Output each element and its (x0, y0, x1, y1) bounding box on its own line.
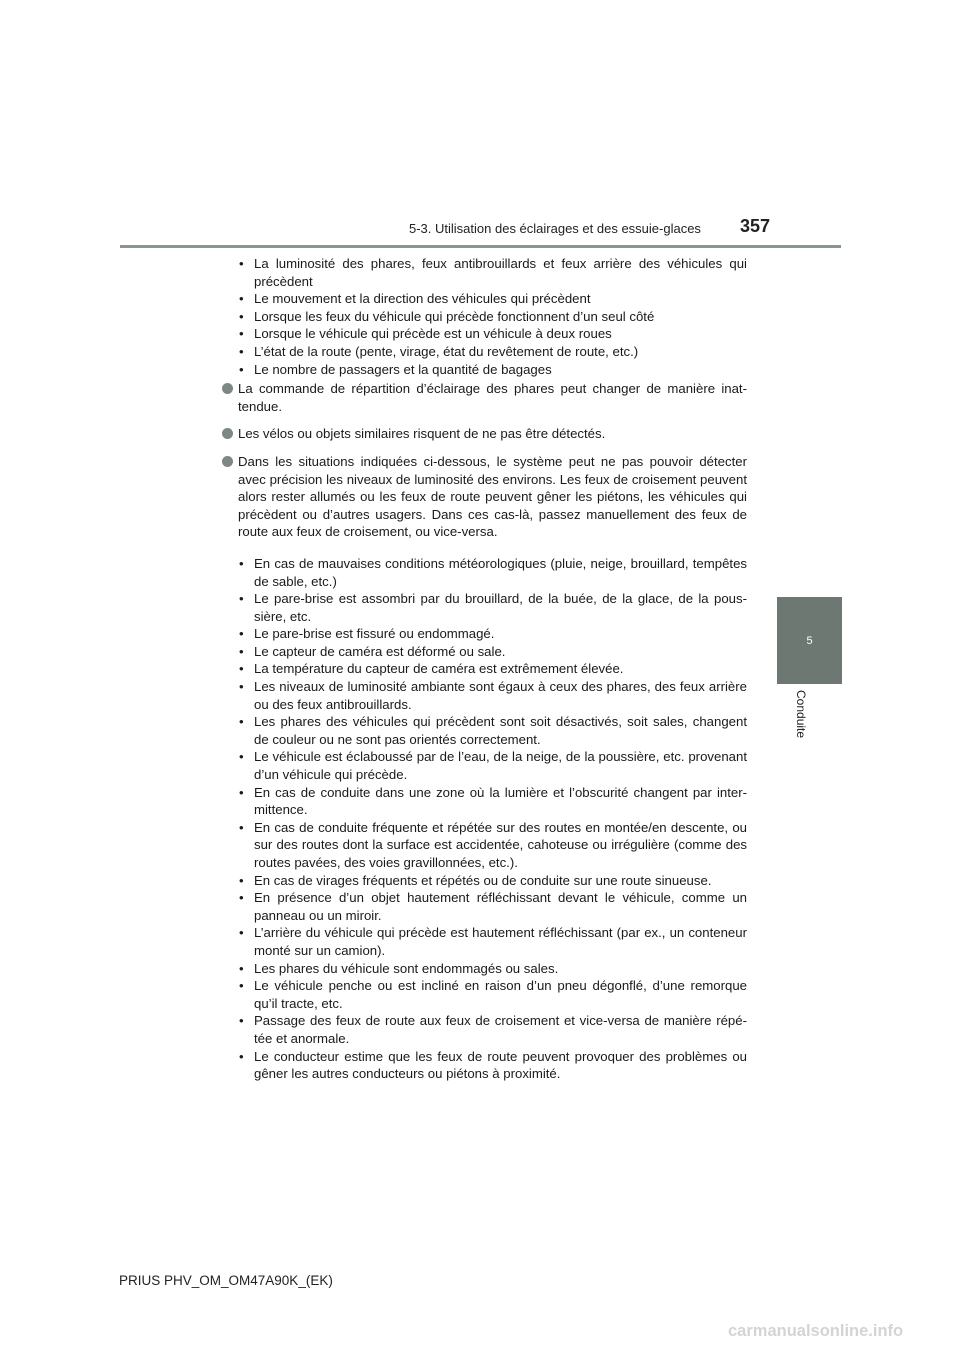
list-item: • Passage des feux de route aux feux de croisement et vice-versa de manière répétée et anormale. (222, 1012, 747, 1047)
bullet-circle-icon (222, 428, 233, 439)
list-item: • Le pare-brise est fissuré ou endommagé. (222, 625, 747, 643)
list-item: • Le capteur de caméra est déformé ou sale. (222, 643, 747, 661)
header-divider (120, 245, 841, 248)
list-item: • En cas de conduite fréquente et répétée sur des routes en montée/en descente, ou sur des routes dont la surface est accidentée, cahoteuse ou irrégulière (comme des routes pavées, des voies gravillonnées, etc.). (222, 819, 747, 872)
bullet-circle-icon (222, 383, 233, 394)
list-item: • Lorsque les feux du véhicule qui précède fonctionnent d’un seul côté (222, 308, 747, 326)
list-item: • Le nombre de passagers et la quantité de bagages (222, 361, 747, 379)
page-number: 357 (740, 216, 771, 236)
list-item: • L’arrière du véhicule qui précède est hautement réfléchissant (par ex., un conteneur monté sur un camion). (222, 924, 747, 959)
list-item: • Le mouvement et la direction des véhicules qui précèdent (222, 290, 747, 308)
list-item: • Le pare-brise est assombri par du brouillard, de la buée, de la glace, de la poussière, etc. (222, 590, 747, 625)
bullet-list-situations (222, 555, 747, 1083)
list-item: • En cas de mauvaises conditions météorologiques (pluie, neige, brouillard, tempêtes de sable, etc.) (222, 555, 747, 590)
note-text: La commande de répartition d’éclairage des phares peut changer de manière inattendue. (238, 381, 747, 414)
list-item: • En cas de conduite dans une zone où la lumière et l’obscurité changent par intermittence. (222, 784, 747, 819)
section-title: 5-3. Utilisation des éclairages et des essuie-glaces (409, 221, 701, 236)
note-item (222, 453, 747, 541)
bullet-list-conditions (222, 255, 747, 378)
list-item: • L’état de la route (pente, virage, état du revêtement de route, etc.) (222, 343, 747, 361)
list-item: • Les phares des véhicules qui précèdent sont soit désactivés, soit sales, changent de couleur ou ne sont pas orientés correctement. (222, 713, 747, 748)
bullet-circle-icon (222, 456, 233, 467)
note-text: Les vélos ou objets similaires risquent de ne pas être détectés. (238, 426, 606, 442)
list-item: • Le conducteur estime que les feux de route peuvent provoquer des problèmes ou gêner les autres conducteurs ou piétons à proximité. (222, 1048, 747, 1083)
watermark: carmanualsonline.info (728, 1322, 904, 1340)
document-code: PRIUS PHV_OM_OM47A90K_(EK) (119, 1273, 333, 1288)
page-content (222, 255, 747, 1083)
list-item: • Le véhicule penche ou est incliné en raison d’un pneu dégonflé, d’une remorque qu’il tracte, etc. (222, 977, 747, 1012)
note-text: Dans les situations indiquées ci-dessous, le système peut ne pas pouvoir détecter avec précision les niveaux de luminosité des environs. Les feux de croisement peuvent alors rester allumés ou les feux de route peuvent gêner les piétons, les véhicules qui précèdent ou d’autres usagers. Dans ces cas-là, passez manuellement des feux de route aux feux de croisement, ou vice-versa. (238, 453, 747, 540)
list-item: • Le véhicule est éclaboussé par de l’eau, de la neige, de la poussière, etc. provenant d’un véhicule qui précède. (222, 748, 747, 783)
chapter-number: 5 (806, 634, 813, 647)
list-item: • Les niveaux de luminosité ambiante sont égaux à ceux des phares, des feux arrière ou des feux antibrouillards. (222, 678, 747, 713)
note-item (222, 380, 747, 415)
list-item: • En présence d’un objet hautement réfléchissant devant le véhicule, comme un panneau ou un miroir. (222, 889, 747, 924)
note-item (222, 425, 747, 443)
chapter-label: Conduite (794, 690, 808, 739)
chapter-tab[interactable] (777, 597, 842, 684)
list-item: • Lorsque le véhicule qui précède est un véhicule à deux roues (222, 325, 747, 343)
list-item: • Les phares du véhicule sont endommagés ou sales. (222, 960, 747, 978)
list-item: • La température du capteur de caméra est extrêmement élevée. (222, 660, 747, 678)
list-item: • En cas de virages fréquents et répétés ou de conduite sur une route sinueuse. (222, 872, 747, 890)
list-item: • La luminosité des phares, feux antibrouillards et feux arrière des véhicules qui précèdent (222, 255, 747, 290)
